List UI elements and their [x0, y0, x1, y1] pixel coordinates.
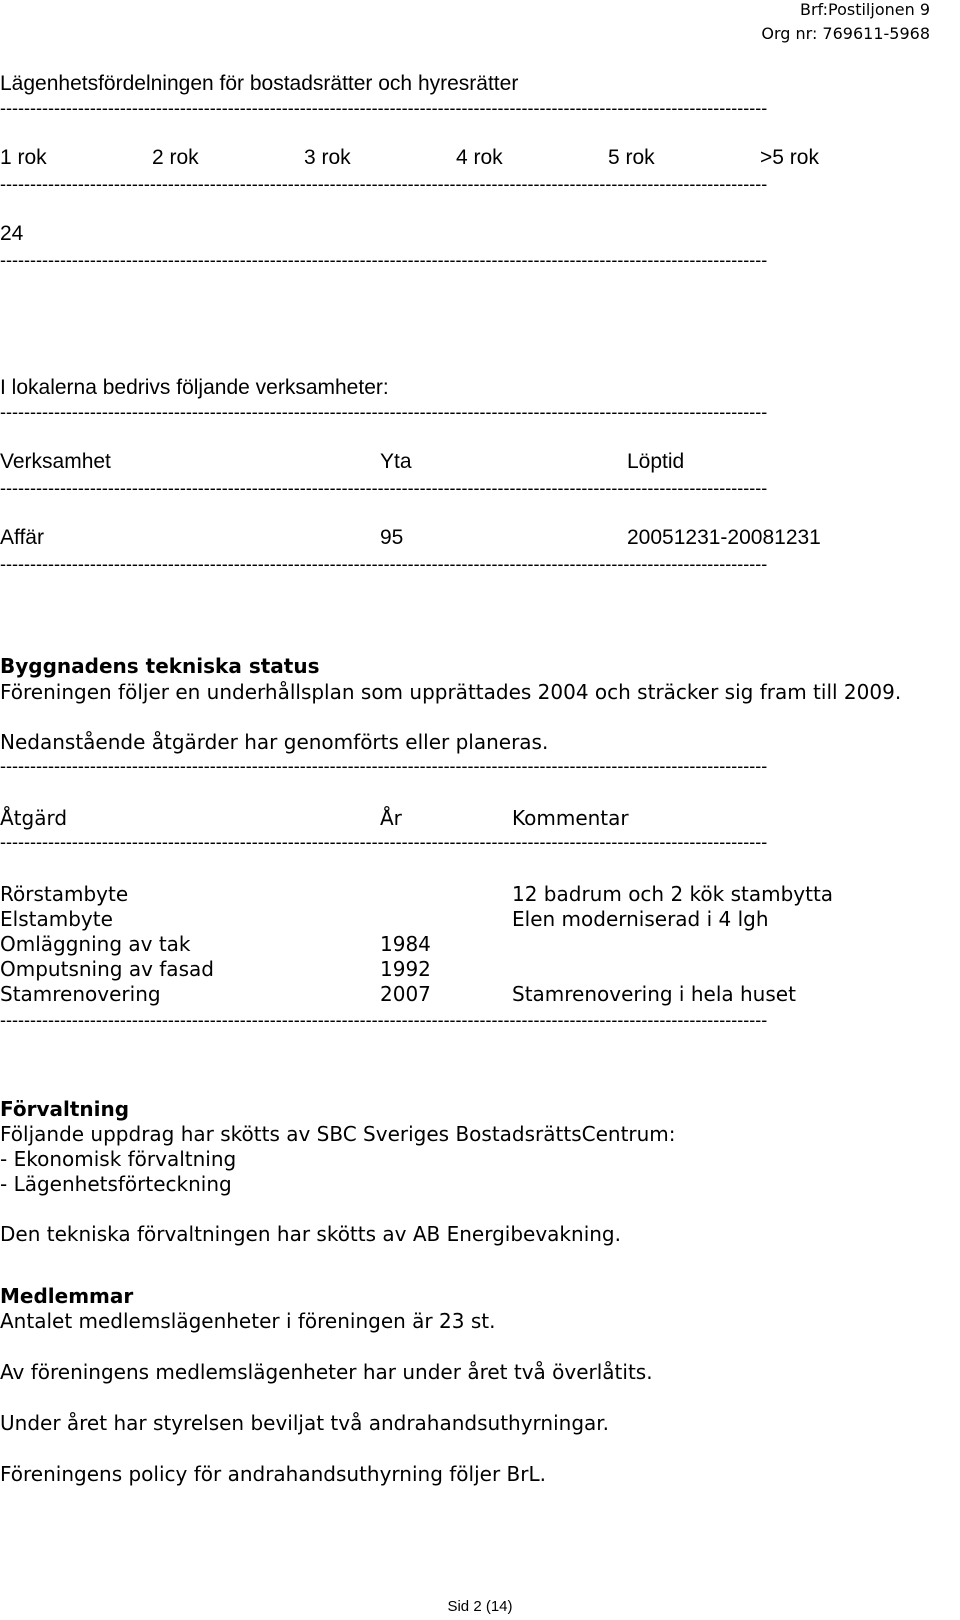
- measures-row-1-comment: 12 badrum och 2 kök stambytta: [512, 882, 834, 906]
- apt-value-1rok: 24: [0, 222, 24, 245]
- management-line-2: Den tekniska förvaltningen har skötts av AB Energibevakning.: [0, 1222, 621, 1246]
- premises-col-term: Löptid: [627, 450, 685, 473]
- divider: --------------------------------------------------------------------------------------------------------------------------------: [0, 832, 768, 852]
- apt-col-over5rok: >5 rok: [760, 146, 819, 169]
- apt-col-3rok: 3 rok: [304, 146, 351, 169]
- premises-cell-activity: Affär: [0, 526, 44, 549]
- technical-heading: Byggnadens tekniska status: [0, 654, 320, 678]
- premises-cell-term: 20051231-20081231: [627, 526, 821, 549]
- apartments-heading: Lägenhetsfördelningen för bostadsrätter och hyresrätter: [0, 72, 519, 95]
- management-item-2: - Lägenhetsförteckning: [0, 1172, 232, 1196]
- technical-line-2: Nedanstående åtgärder har genomförts eller planeras.: [0, 730, 549, 754]
- management-item-1: - Ekonomisk förvaltning: [0, 1147, 237, 1171]
- measures-col-year: År: [380, 806, 402, 830]
- members-line-2: Av föreningens medlemslägenheter har under året två överlåtits.: [0, 1360, 653, 1384]
- apt-col-2rok: 2 rok: [152, 146, 199, 169]
- members-line-3: Under året har styrelsen beviljat två andrahandsuthyrningar.: [0, 1411, 610, 1435]
- technical-line-1: Föreningen följer en underhållsplan som upprättades 2004 och sträcker sig fram till 2009.: [0, 680, 902, 704]
- measures-row-1-action: Rörstambyte: [0, 882, 129, 906]
- members-line-4: Föreningens policy för andrahandsuthyrning följer BrL.: [0, 1462, 546, 1486]
- apt-col-4rok: 4 rok: [456, 146, 503, 169]
- measures-col-comment: Kommentar: [512, 806, 629, 830]
- divider: --------------------------------------------------------------------------------------------------------------------------------: [0, 756, 768, 776]
- management-line-1: Följande uppdrag har skötts av SBC Sveriges BostadsrättsCentrum:: [0, 1122, 676, 1146]
- divider: --------------------------------------------------------------------------------------------------------------------------------: [0, 554, 768, 574]
- measures-row-2-comment: Elen moderniserad i 4 lgh: [512, 907, 769, 931]
- premises-heading: I lokalerna bedrivs följande verksamheter:: [0, 376, 389, 399]
- measures-row-4-action: Omputsning av fasad: [0, 957, 214, 981]
- management-heading: Förvaltning: [0, 1097, 130, 1121]
- org-number: Org nr: 769611-5968: [761, 24, 930, 43]
- measures-row-3-action: Omläggning av tak: [0, 932, 191, 956]
- divider: --------------------------------------------------------------------------------------------------------------------------------: [0, 98, 768, 118]
- measures-row-4-year: 1992: [380, 957, 431, 981]
- apt-col-5rok: 5 rok: [608, 146, 655, 169]
- measures-row-5-year: 2007: [380, 982, 431, 1006]
- measures-row-2-action: Elstambyte: [0, 907, 113, 931]
- premises-col-area: Yta: [380, 450, 412, 473]
- members-line-1: Antalet medlemslägenheter i föreningen är 23 st.: [0, 1309, 496, 1333]
- divider: --------------------------------------------------------------------------------------------------------------------------------: [0, 174, 768, 194]
- measures-row-3-year: 1984: [380, 932, 431, 956]
- measures-row-5-action: Stamrenovering: [0, 982, 161, 1006]
- divider: --------------------------------------------------------------------------------------------------------------------------------: [0, 1010, 768, 1030]
- members-heading: Medlemmar: [0, 1284, 134, 1308]
- premises-cell-area: 95: [380, 526, 404, 549]
- measures-row-5-comment: Stamrenovering i hela huset: [512, 982, 796, 1006]
- page-number: Sid 2 (14): [447, 1598, 513, 1615]
- apt-col-1rok: 1 rok: [0, 146, 47, 169]
- org-name: Brf:Postiljonen 9: [800, 0, 930, 19]
- premises-col-activity: Verksamhet: [0, 450, 111, 473]
- divider: --------------------------------------------------------------------------------------------------------------------------------: [0, 478, 768, 498]
- measures-col-action: Åtgärd: [0, 806, 68, 830]
- divider: --------------------------------------------------------------------------------------------------------------------------------: [0, 250, 768, 270]
- divider: --------------------------------------------------------------------------------------------------------------------------------: [0, 402, 768, 422]
